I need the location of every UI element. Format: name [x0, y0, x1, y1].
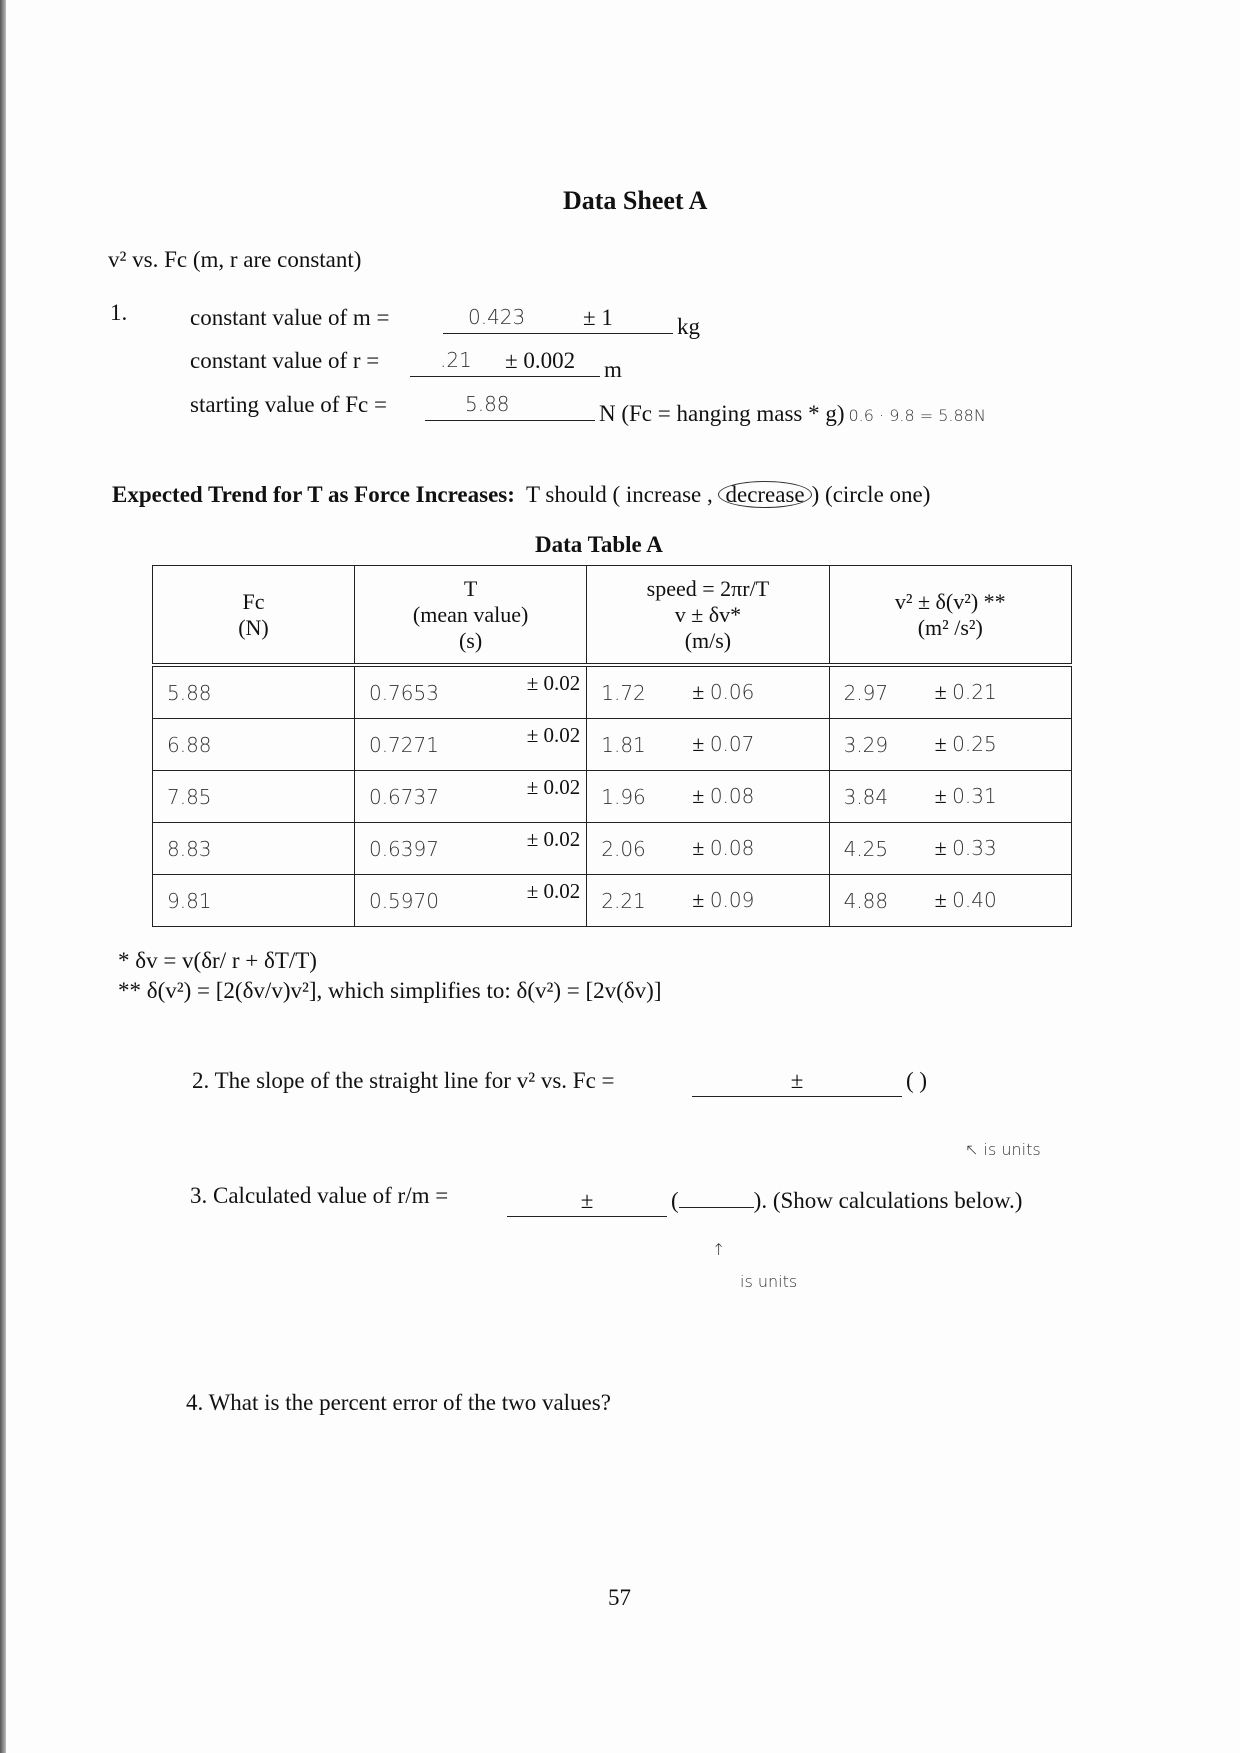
trend-suffix: ) (circle one) [811, 482, 931, 507]
table-row [153, 875, 1072, 927]
cell-fc[interactable]: 5.88 [153, 665, 355, 719]
cell-v[interactable]: 1.81 ± 0.07 [587, 719, 829, 771]
cell-fc[interactable]: 9.81 [153, 875, 355, 927]
f-unit: N (Fc = hanging mass * g) [599, 401, 845, 426]
q3-units[interactable] [679, 1185, 754, 1208]
r-uncertainty: ± 0.002 [505, 348, 576, 373]
q3-text: 3. Calculated value of r/m = [190, 1183, 449, 1208]
note-dv: * δv = v(δr/ r + δT/T) [118, 948, 317, 973]
r-label: constant value of r = [190, 348, 380, 373]
q2-text: 2. The slope of the straight line for v² vs. Fc = [192, 1068, 615, 1093]
q3-instruction: ). (Show calculations below.) [753, 1188, 1023, 1213]
question-number: 1. [110, 300, 128, 325]
page-number: 57 [608, 1585, 631, 1610]
cell-t[interactable]: 0.5970 ± 0.02 [354, 875, 586, 927]
table-row [153, 665, 1072, 719]
trend-line [112, 482, 930, 508]
option-decrease-circled[interactable]: decrease [718, 481, 811, 508]
cell-fc[interactable]: 8.83 [153, 823, 355, 875]
cell-v2[interactable]: 3.84 ± 0.31 [829, 771, 1071, 823]
header-t: T (mean value) (s) [354, 566, 586, 666]
f-calculation: 0.6 · 9.8 = 5.88N [848, 406, 986, 425]
arrow-icon: ↑ [712, 1240, 726, 1259]
document-page: Data Sheet A v² vs. Fc (m, r are constant) 1. constant value of m = 0.423 ± 1 kg constant value of r = .21 ± 0.002 m starting value of Fc = 5.88 N (Fc = hanging mass * g) 0.6 · 9.8 = 5.88N Expected Trend for T as Force Increases: T should ( increase , decrease ) (circle one) Data Table A Fc (N) T (mean value) (s) speed = 2πr/T v ± δv* (m/s) v² ± δ(v²) ** (m² /s²) 5.88 0.7653 ± 0.02 1.72 ± 0.06 2.97 ± 0.21 6.88 0.7271 ± 0.02 1.81 ± 0.07 3.29 ± 0.25 7.85 0.6737 ± 0.02 1.96 ± 0.08 3.84 ± 0.31 8.83 0.6397 ± 0.02 2.06 ± 0.08 4.25 ± 0.33 9.81 0.5970 ± 0.02 2.21 ± 0.09 4.88 ± 0.40 * δv = v(δr/ r + δT/T) ** δ(v²) = [2(δv/v)v²], which simplifies to: δ(v²) = [2v(δv)] 2. The slope of the straight line for v² vs. Fc = ± ( ) ↖ is units 3. Calculated value of r/m = ± ( ). (Show calculations below.) ↑ is units 4. What is the percent error of the two values? 57 [0, 0, 1240, 1753]
m-uncertainty: ± 1 [583, 305, 613, 330]
cell-v[interactable]: 2.06 ± 0.08 [587, 823, 829, 875]
cell-fc[interactable]: 7.85 [153, 771, 355, 823]
q2-answer[interactable]: ± [692, 1068, 902, 1097]
r-value: .21 [440, 348, 472, 372]
trend-separator: , [706, 482, 713, 507]
cell-v[interactable]: 1.96 ± 0.08 [587, 771, 829, 823]
trend-prefix: T should ( [526, 482, 621, 507]
f-label: starting value of Fc = [190, 392, 387, 417]
q3-answer[interactable]: ± [507, 1188, 667, 1217]
cell-fc[interactable]: 6.88 [153, 719, 355, 771]
header-fc: Fc (N) [153, 566, 355, 666]
q4-text: 4. What is the percent error of the two values? [186, 1390, 611, 1415]
r-unit: m [604, 357, 622, 382]
cell-v2[interactable]: 2.97 ± 0.21 [829, 665, 1071, 719]
table-header [153, 566, 1072, 666]
trend-label: Expected Trend for T as Force Increases: [112, 482, 515, 507]
table-title: Data Table A [535, 532, 663, 557]
cell-v2[interactable]: 4.88 ± 0.40 [829, 875, 1071, 927]
cell-t[interactable]: 0.6737 ± 0.02 [354, 771, 586, 823]
table-row [153, 719, 1072, 771]
cell-v[interactable]: 1.72 ± 0.06 [587, 665, 829, 719]
option-increase[interactable]: increase [625, 482, 702, 507]
data-table [152, 565, 1072, 927]
cell-t[interactable]: 0.6397 ± 0.02 [354, 823, 586, 875]
table-row [153, 771, 1072, 823]
cell-v[interactable]: 2.21 ± 0.09 [587, 875, 829, 927]
m-label: constant value of m = [190, 305, 390, 330]
cell-t[interactable]: 0.7271 ± 0.02 [354, 719, 586, 771]
cell-t[interactable]: 0.7653 ± 0.02 [354, 665, 586, 719]
m-value: 0.423 [468, 305, 526, 329]
q2-units[interactable]: ( ) [906, 1068, 928, 1093]
cell-v2[interactable]: 3.29 ± 0.25 [829, 719, 1071, 771]
m-unit: kg [677, 314, 700, 339]
q2-note: ↖ is units [965, 1140, 1041, 1159]
note-dv2: ** δ(v²) = [2(δv/v)v²], which simplifies to: δ(v²) = [2v(δv)] [118, 978, 662, 1003]
f-value: 5.88 [465, 392, 510, 416]
page-title: Data Sheet A [563, 186, 708, 215]
subtitle: v² vs. Fc (m, r are constant) [108, 247, 362, 272]
q3-note: is units [740, 1272, 798, 1291]
scan-edge [0, 0, 6, 1753]
header-v2: v² ± δ(v²) ** (m² /s²) [829, 566, 1071, 666]
cell-v2[interactable]: 4.25 ± 0.33 [829, 823, 1071, 875]
header-speed: speed = 2πr/T v ± δv* (m/s) [587, 566, 829, 666]
table-row [153, 823, 1072, 875]
